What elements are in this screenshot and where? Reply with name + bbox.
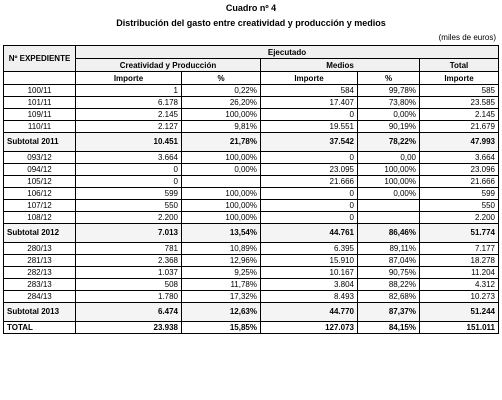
total-importe-cell: 11.204 <box>420 267 499 279</box>
header-creatividad-importe: Importe <box>76 72 182 85</box>
creatividad-importe-cell: 3.664 <box>76 152 182 164</box>
creatividad-importe-cell: 23.938 <box>76 322 182 334</box>
creatividad-importe-cell: 6.474 <box>76 303 182 322</box>
expediente-cell: 282/13 <box>4 267 76 279</box>
creatividad-importe-cell: 0 <box>76 164 182 176</box>
total-importe-cell: 151.011 <box>420 322 499 334</box>
creatividad-importe-cell: 1.037 <box>76 267 182 279</box>
creatividad-pct-cell: 100,00% <box>182 109 261 121</box>
creatividad-pct-cell: 12,96% <box>182 255 261 267</box>
total-importe-cell: 51.774 <box>420 224 499 243</box>
expediente-cell: 110/11 <box>4 121 76 133</box>
medios-pct-cell: 87,04% <box>358 255 420 267</box>
table-row <box>4 200 499 212</box>
table-body <box>4 85 499 334</box>
creatividad-pct-cell: 0,00% <box>182 164 261 176</box>
total-importe-cell: 4.312 <box>420 279 499 291</box>
creatividad-pct-cell: 15,85% <box>182 322 261 334</box>
total-importe-cell: 51.244 <box>420 303 499 322</box>
medios-pct-cell <box>358 200 420 212</box>
table-row <box>4 291 499 303</box>
header-medios-importe: Importe <box>261 72 358 85</box>
table-row <box>4 279 499 291</box>
creatividad-importe-cell: 2.200 <box>76 212 182 224</box>
total-importe-cell: 599 <box>420 188 499 200</box>
creatividad-importe-cell: 2.145 <box>76 109 182 121</box>
medios-importe-cell: 23.095 <box>261 164 358 176</box>
creatividad-pct-cell: 13,54% <box>182 224 261 243</box>
creatividad-pct-cell: 11,78% <box>182 279 261 291</box>
table-row <box>4 243 499 255</box>
medios-importe-cell: 10.167 <box>261 267 358 279</box>
medios-pct-cell: 86,46% <box>358 224 420 243</box>
total-importe-cell: 2.145 <box>420 109 499 121</box>
header-creatividad-pct: % <box>182 72 261 85</box>
expediente-cell: 109/11 <box>4 109 76 121</box>
header-total-importe: Importe <box>420 72 499 85</box>
expediente-cell: 093/12 <box>4 152 76 164</box>
medios-importe-cell: 6.395 <box>261 243 358 255</box>
table-title: Distribución del gasto entre creatividad y producción y medios <box>116 18 386 28</box>
medios-pct-cell: 82,68% <box>358 291 420 303</box>
expediente-cell: Subtotal 2013 <box>4 303 76 322</box>
subtotal-row <box>4 133 499 152</box>
subtotal-row <box>4 224 499 243</box>
medios-importe-cell: 8.493 <box>261 291 358 303</box>
creatividad-importe-cell: 0 <box>76 176 182 188</box>
total-importe-cell: 2.200 <box>420 212 499 224</box>
expediente-cell: 094/12 <box>4 164 76 176</box>
header-blank <box>4 72 76 85</box>
table-row <box>4 188 499 200</box>
creatividad-pct-cell: 100,00% <box>182 188 261 200</box>
expediente-cell: 283/13 <box>4 279 76 291</box>
subtotal-row <box>4 303 499 322</box>
table-row <box>4 255 499 267</box>
expediente-cell: 284/13 <box>4 291 76 303</box>
total-importe-cell: 23.585 <box>420 97 499 109</box>
table-row <box>4 176 499 188</box>
medios-pct-cell: 88,22% <box>358 279 420 291</box>
medios-importe-cell: 0 <box>261 212 358 224</box>
creatividad-importe-cell: 1.780 <box>76 291 182 303</box>
expediente-cell: 101/11 <box>4 97 76 109</box>
medios-pct-cell: 90,19% <box>358 121 420 133</box>
total-row <box>4 322 499 334</box>
total-importe-cell: 3.664 <box>420 152 499 164</box>
header-medios: Medios <box>261 59 420 72</box>
creatividad-pct-cell: 21,78% <box>182 133 261 152</box>
table-row <box>4 109 499 121</box>
total-importe-cell: 23.096 <box>420 164 499 176</box>
medios-pct-cell: 0,00% <box>358 109 420 121</box>
table-row <box>4 164 499 176</box>
medios-importe-cell: 584 <box>261 85 358 97</box>
expediente-cell: 105/12 <box>4 176 76 188</box>
table-number: Cuadro nº 4 <box>225 3 277 13</box>
expediente-cell: 280/13 <box>4 243 76 255</box>
creatividad-pct-cell: 100,00% <box>182 212 261 224</box>
medios-importe-cell: 21.666 <box>261 176 358 188</box>
medios-importe-cell: 44.761 <box>261 224 358 243</box>
expediente-cell: 106/12 <box>4 188 76 200</box>
medios-importe-cell: 0 <box>261 188 358 200</box>
expediente-cell: TOTAL <box>4 322 76 334</box>
creatividad-pct-cell: 26,20% <box>182 97 261 109</box>
medios-importe-cell: 127.073 <box>261 322 358 334</box>
medios-importe-cell: 44.770 <box>261 303 358 322</box>
header-ejecutado: Ejecutado <box>76 46 499 59</box>
medios-importe-cell: 0 <box>261 200 358 212</box>
units-note: (miles de euros) <box>438 33 496 42</box>
medios-pct-cell: 0,00 <box>358 152 420 164</box>
expediente-cell: Subtotal 2011 <box>4 133 76 152</box>
medios-pct-cell <box>358 212 420 224</box>
table-row <box>4 267 499 279</box>
total-importe-cell: 7.177 <box>420 243 499 255</box>
medios-pct-cell: 89,11% <box>358 243 420 255</box>
creatividad-pct-cell: 10,89% <box>182 243 261 255</box>
medios-pct-cell: 78,22% <box>358 133 420 152</box>
medios-pct-cell: 73,80% <box>358 97 420 109</box>
medios-pct-cell: 0,00% <box>358 188 420 200</box>
creatividad-importe-cell: 6.178 <box>76 97 182 109</box>
creatividad-pct-cell: 0,22% <box>182 85 261 97</box>
creatividad-importe-cell: 599 <box>76 188 182 200</box>
creatividad-importe-cell: 7.013 <box>76 224 182 243</box>
medios-importe-cell: 19.551 <box>261 121 358 133</box>
expediente-cell: 281/13 <box>4 255 76 267</box>
creatividad-pct-cell: 100,00% <box>182 152 261 164</box>
expediente-cell: 107/12 <box>4 200 76 212</box>
header-total: Total <box>420 59 499 72</box>
medios-pct-cell: 90,75% <box>358 267 420 279</box>
medios-importe-cell: 15.910 <box>261 255 358 267</box>
expediente-cell: Subtotal 2012 <box>4 224 76 243</box>
creatividad-importe-cell: 508 <box>76 279 182 291</box>
medios-pct-cell: 84,15% <box>358 322 420 334</box>
medios-pct-cell: 100,00% <box>358 164 420 176</box>
total-importe-cell: 21.679 <box>420 121 499 133</box>
creatividad-importe-cell: 781 <box>76 243 182 255</box>
medios-pct-cell: 99,78% <box>358 85 420 97</box>
header-medios-pct: % <box>358 72 420 85</box>
medios-importe-cell: 17.407 <box>261 97 358 109</box>
creatividad-importe-cell: 550 <box>76 200 182 212</box>
total-importe-cell: 47.993 <box>420 133 499 152</box>
medios-importe-cell: 37.542 <box>261 133 358 152</box>
header-expediente: Nº EXPEDIENTE <box>4 46 76 72</box>
creatividad-pct-cell: 17,32% <box>182 291 261 303</box>
header-creatividad: Creatividad y Producción <box>76 59 261 72</box>
creatividad-importe-cell: 1 <box>76 85 182 97</box>
creatividad-pct-cell: 12,63% <box>182 303 261 322</box>
medios-importe-cell: 0 <box>261 109 358 121</box>
table-row <box>4 97 499 109</box>
total-importe-cell: 21.666 <box>420 176 499 188</box>
expediente-cell: 108/12 <box>4 212 76 224</box>
table-row <box>4 121 499 133</box>
table-row <box>4 152 499 164</box>
medios-pct-cell: 87,37% <box>358 303 420 322</box>
total-importe-cell: 10.273 <box>420 291 499 303</box>
table-row <box>4 85 499 97</box>
total-importe-cell: 585 <box>420 85 499 97</box>
total-importe-cell: 18.278 <box>420 255 499 267</box>
creatividad-pct-cell: 9,25% <box>182 267 261 279</box>
creatividad-pct-cell: 9,81% <box>182 121 261 133</box>
creatividad-pct-cell <box>182 176 261 188</box>
total-importe-cell: 550 <box>420 200 499 212</box>
table-row <box>4 212 499 224</box>
medios-importe-cell: 3.804 <box>261 279 358 291</box>
creatividad-importe-cell: 2.368 <box>76 255 182 267</box>
creatividad-importe-cell: 2.127 <box>76 121 182 133</box>
creatividad-pct-cell: 100,00% <box>182 200 261 212</box>
medios-importe-cell: 0 <box>261 152 358 164</box>
expediente-cell: 100/11 <box>4 85 76 97</box>
expense-table <box>3 45 499 334</box>
creatividad-importe-cell: 10.451 <box>76 133 182 152</box>
medios-pct-cell: 100,00% <box>358 176 420 188</box>
